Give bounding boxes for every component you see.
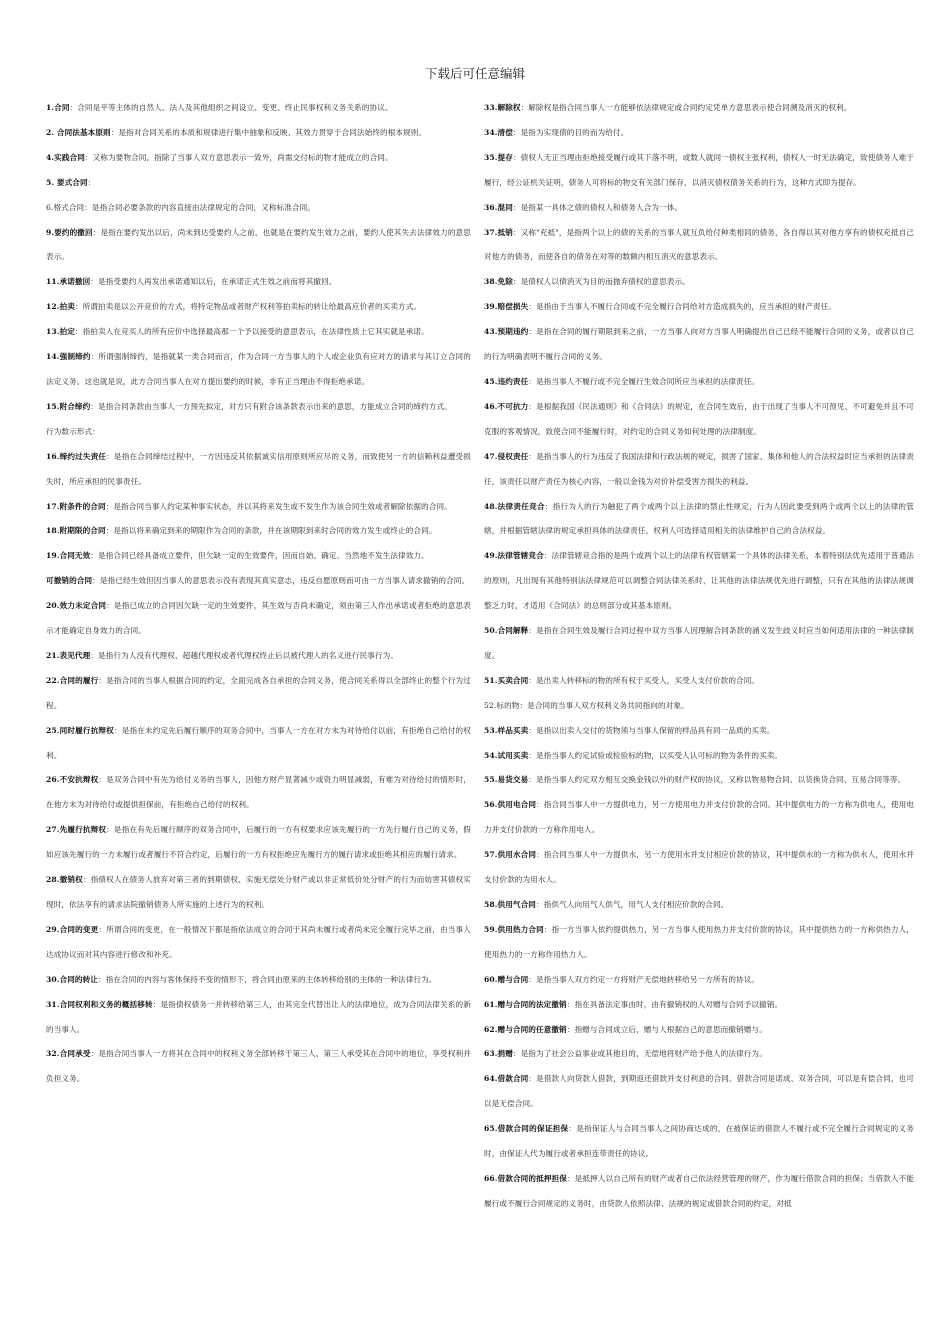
term-label: 34.清偿 [484, 127, 513, 137]
term-entry [46, 594, 471, 644]
term-entry [46, 495, 471, 520]
term-definition: ：指行为人的行为触犯了两个或两个以上法律的禁止性规定，行为人因此要受到两个或两个以上的法律的管辖，并根据管辖法律的规定承担具体的法律责任，权利人可选择适用相关的法律维护自己的合法权益。 [484, 501, 914, 536]
term-definition: ：是指合同当事人约定某种事实状态，并以其将来发生或不发生作为该合同生效或者解除依据的合同。 [105, 501, 452, 511]
term-label: 62.赠与合同的任意撤销 [484, 1024, 567, 1034]
term-definition: ：是指合同当事人一方将其在合同中的权利义务全部转移于第三人，第三人承受其在合同中的地位，享受权利并负担义务。 [46, 1049, 471, 1084]
term-entry [46, 719, 471, 769]
term-label: 48.法律责任竞合 [484, 501, 545, 511]
term-label: 30.合同的转让 [46, 974, 98, 984]
term-label: 20.效力未定合同 [46, 601, 107, 611]
term-definition: ：是出卖人转移标的物的所有权于买受人，买受人支付价款的合同。 [528, 675, 760, 685]
term-entry [484, 146, 914, 196]
term-definition: ：又称"充抵"，是指两个以上的债的关系的当事人就互负给付种类相同的债务，各自得以其对他方享有的债权充抵自己对他方的债务，而使各自的债务在对等的数额内相互消灭的意思表示。 [484, 227, 914, 262]
term-label: 46.不可抗力 [484, 401, 529, 411]
term-definition: ：是指对合同关系的本质和规律进行集中抽象和反映、其效力贯穿于合同法始终的根本规则。 [110, 127, 427, 137]
term-entry [46, 295, 471, 320]
term-label: 59.供用热力合同 [484, 924, 544, 934]
term-entry [46, 768, 471, 818]
term-entry [484, 96, 914, 121]
term-definition: ：是指当事人约定试验或检验标的物，以买受人认可标的物为条件的买卖。 [528, 750, 783, 760]
term-label: 28.撤销权 [46, 875, 83, 885]
term-label: 65.借款合同的保证担保 [484, 1124, 569, 1134]
term-definition: ：是指以出卖人交付的货物须与当事人保留的样品具有同一品质的买卖。 [528, 725, 775, 735]
term-definition: ：是指某一具体之债的债权人和债务人合为一体。 [512, 202, 683, 212]
term-entry [46, 1042, 471, 1092]
term-label: 25.同时履行抗辩权 [46, 725, 114, 735]
term-definition: ：是借款人向贷款人借款，到期返还借款并支付利息的合同。借款合同是诺成、双务合同，可以是有偿合同，也可以是无偿合同。 [484, 1074, 914, 1109]
term-label: 51.买卖合同 [484, 675, 529, 685]
term-definition: ：指拍卖人在竞买人的所有应价中选择最高那一个予以接受的意思表示，在法律性质上它其实就是承诺。 [74, 327, 429, 337]
term-label: 63.捐赠 [484, 1049, 513, 1059]
term-definition: 52.标的物：是合同的当事人双方权利义务共同指向的对象。 [484, 700, 689, 710]
term-entry [484, 495, 914, 545]
term-entry [46, 320, 471, 345]
term-entry [484, 544, 914, 619]
term-label: 9.要约的撤回 [46, 227, 93, 237]
term-entry [484, 121, 914, 146]
term-definition: ：是指在合同的履行期限到来之前，一方当事人向对方当事人明确提出自己已经不能履行合同的义务，或者以自己的行为明确表明不履行合同的义务。 [484, 327, 914, 362]
term-label: 60.赠与合同 [484, 974, 529, 984]
term-label: 13.拍定 [46, 327, 75, 337]
term-label: 26.不安抗辩权 [46, 775, 99, 785]
term-definition: ：指赠与合同成立后，赠与人根据自己的意思而撤销赠与。 [566, 1024, 767, 1034]
term-label: 22.合同的履行 [46, 675, 99, 685]
term-entry [484, 968, 914, 993]
term-entry [46, 270, 471, 295]
term-definition: ：是指在合同生效及履行合同过程中双方当事人因理解合同条款的涵义发生歧义时应当如何适用法律的一种法律制度。 [484, 626, 914, 660]
term-label: 36.混同 [484, 202, 513, 212]
term-label: 56.供用电合同 [484, 800, 537, 810]
term-label: 47.侵权责任 [484, 451, 529, 461]
term-definition: ：法律管辖竞合指的是两个或两个以上的法律有权管辖某一个具体的法律关系，本着特别法优先适用于普通法的原则，凡出现有其他特别法法律规范可以调整合同法律关系时，让其他的法律法规优先进行调整，只有在其他的法律法规调整乏力时，才适用《合同法》的总则部分或其基本原则。 [484, 551, 914, 611]
term-entry [484, 619, 914, 669]
term-definition: ：指在具备法定事由时，由有撤销权的人对赠与合同予以撤销。 [566, 999, 783, 1009]
term-label: 61.赠与合同的法定撤销 [484, 999, 567, 1009]
term-entry [484, 196, 914, 221]
term-entry [46, 395, 471, 420]
term-definition: 6.格式合同：是指合同必要条款的内容直接由法律规定的合同，又称标准合同。 [46, 202, 316, 212]
term-definition: ：债权人无正当理由拒绝接受履行或其下落不明，或数人就同一债权主张权利，债权人一时无法确定，致使债务人难于履行，经公证机关证明，债务人可将标的物交有关部门保存，以消灭债权债务关系的行为，这种方式即为提存。 [484, 152, 914, 187]
term-definition: ：合同是平等主体的自然人、法人及其他组织之间设立、变更、终止民事权利义务关系的协议。 [69, 103, 393, 112]
term-label: 33.解除权 [484, 103, 521, 112]
term-entry [46, 669, 471, 719]
term-entry [46, 968, 471, 993]
term-entry [484, 669, 914, 694]
term-definition: ：指在合同的内容与客体保持不变的情形下，将合同由原来的主体转移给别的主体的一种法律行为。 [97, 974, 437, 984]
term-definition: ：是指以将来确定到来的期限作为合同的条款，并在该期限到来时合同的效力发生或终止的合同。 [105, 526, 437, 536]
term-entry [46, 445, 471, 495]
term-label: 64.借款合同 [484, 1074, 529, 1084]
term-entry [46, 818, 471, 868]
term-definition: ：是指当事人的行为违反了我国法律和行政法规的规定，损害了国家、集体和他人的合法权益时应当承担的法律责任，该责任以财产责任为核心内容，一般以金钱为对价补偿受害方损失的利益。 [484, 451, 914, 486]
term-definition: ：是指保证人与合同当事人之间协商达成的，在被保证的借款人不履行或不完全履行合同规定的义务时，由保证人代为履行或者承担连带责任的协议。 [484, 1124, 914, 1159]
term-definition: ：是指当事人双方约定一方将财产无偿地转移给另一方所有的协议。 [528, 974, 760, 984]
term-entry [46, 519, 471, 544]
term-definition: ：是指当事人不履行或不完全履行生效合同所应当承担的法律责任。 [528, 376, 760, 386]
term-label: 19.合同无效 [46, 551, 91, 561]
term-definition: ：是指已成立的合同因欠缺一定的生效要件，其生效与否尚未确定，须由第三人作出承诺或者拒绝的意思表示才能确定自身效力的合同。 [46, 601, 471, 636]
term-definition: ：是指已经生效但因当事人的意思表示没有表现其真实意志，违反自愿原则而可由一方当事人请求撤销的合同。 [92, 576, 470, 586]
term-label: 35.提存 [484, 152, 513, 162]
term-definition: ：所谓强制缔约，是指就某一类合同而言，作为合同一方当事人的个人或企业负有应对方的请求与其订立合同的法定义务。这也就是说，此方合同当事人在对方提出要约的时候，非有正当理由不得拒绝承诺。 [46, 352, 471, 386]
term-definition: ：是双务合同中有先为给付义务的当事人，因他方财产显著减少或资力明显减弱，有难为对待给付的情形时，在他方未为对待给付或提供担保前，有拒绝自己给付的权利。 [46, 775, 471, 810]
term-definition: ：所谓合同的变更，在一般情况下都是指依法成立的合同于其尚未履行或者尚未完全履行完毕之前，由当事人达成协议而对其内容进行修改和补充。 [46, 924, 471, 959]
term-entry [46, 420, 471, 445]
term-definition: ：是指合同的当事人根据合同的约定，全面完成各自承担的合同义务，使合同关系得以全部终止的整个行为过程。 [46, 675, 471, 710]
term-label: 32.合同承受 [46, 1049, 91, 1059]
term-entry [46, 221, 471, 271]
term-entry [484, 445, 914, 495]
term-label: 27.先履行抗辩权 [46, 825, 107, 835]
term-entry [484, 744, 914, 769]
term-label: 11.承诺撤回 [46, 277, 91, 287]
term-entry [46, 146, 471, 171]
term-label: 21.表见代理 [46, 650, 91, 660]
term-definition: ：是指由于当事人不履行合同或不完全履行合同给对方造成损失的，应当承担的财产责任。 [528, 302, 837, 312]
term-entry [484, 1042, 914, 1067]
term-label: 14.强制缔约 [46, 352, 91, 362]
term-entry [484, 694, 914, 719]
term-label: 54.试用买卖 [484, 750, 529, 760]
term-label: 45.违约责任 [484, 376, 529, 386]
term-label: 12.拍卖 [46, 302, 75, 312]
term-entry [484, 295, 914, 320]
term-entry [46, 121, 471, 146]
term-entry [484, 395, 914, 445]
term-entry [46, 868, 471, 918]
term-label: 31.合同权利和义务的概括移转 [46, 999, 153, 1009]
term-definition: ：指合同当事人中一方提供电力，另一方使用电力并支付价款的合同。其中提供电力的一方称为供电人，使用电力并支付价款的一方称作用电人。 [484, 800, 914, 835]
term-label: 16.缔约过失责任 [46, 451, 107, 461]
term-entry [484, 270, 914, 295]
term-definition: ：指供气人向用气人供气，用气人支付相应价款的合同。 [535, 900, 729, 909]
term-entry [484, 768, 914, 793]
term-label: 53.样品买卖 [484, 725, 529, 735]
term-definition: ：是指在未约定先后履行顺序的双务合同中，当事人一方在对方未为对待给付以前，有拒绝自己给付的权利。 [46, 725, 471, 760]
term-entry [46, 993, 471, 1043]
term-label: 37.抵销 [484, 227, 513, 237]
term-definition: ：是指合同已经具备成立要件，但欠缺一定的生效要件，因而自始、确定、当然地不发生法律效力。 [90, 551, 429, 561]
term-label: 66.借款合同的抵押担保 [484, 1173, 567, 1183]
term-definition: ：所谓拍卖是以公开竞价的方式，将特定物品或者财产权利等拍卖标的转让给最高应价者的买卖方式。 [74, 302, 422, 312]
term-definition: ：是指在有先后履行顺序的双务合同中，后履行的一方有权要求应该先履行的一方先行履行自己的义务，假如应该先履行的一方未履行或者履行不符合约定，后履行的一方有权拒绝应先履行方的履行请求或拒绝其相应的履行请求。 [46, 825, 471, 860]
term-label: 43.预期违约 [484, 327, 529, 337]
term-definition: ：指债权人在债务人放弃对第三者的到期债权、实施无偿处分财产或以非正常低价处分财产的行为而妨害其债权实现时，依法享有的请求法院撤销债务人所实施的上述行为的权利。 [46, 875, 471, 909]
term-definition: ：是指为了社会公益事业或其他目的，无偿地将财产给予他人的法律行为。 [512, 1049, 767, 1059]
term-entry [484, 370, 914, 395]
term-label: 可撤销的合同 [46, 576, 93, 586]
term-definition: ：解除权是指合同当事人一方能够依法律规定或合同约定凭单方意思表示使合同溯及消灭的权利。 [520, 103, 852, 112]
term-definition: ：是指在合同缔结过程中，一方因违反其依据诚实信用原则所应尽的义务，而致使另一方的信赖利益遭受损失时，所应承担的民事责任。 [46, 451, 471, 486]
term-entry [46, 171, 471, 196]
term-entry [484, 1167, 914, 1217]
term-definition: ：是指在要约发出以后，尚未到达受要约人之前，也就是在要约发生效力之前，要约人使其失去法律效力的意思表示。 [46, 227, 471, 262]
term-entry [484, 1117, 914, 1167]
term-entry [484, 221, 914, 271]
term-definition: ：是指当事人约定双方相互交换金钱以外的财产权的协议，又称以物易物合同、以货换货合同、互易合同等等。 [528, 775, 906, 785]
term-definition: ：是指为实现债的目的而为给付。 [512, 127, 629, 137]
term-label: 29.合同的变更 [46, 924, 99, 934]
term-label: 17.附条件的合同 [46, 501, 106, 511]
term-label: 50.合同解释 [484, 626, 529, 636]
term-entry [484, 320, 914, 370]
term-entry [484, 1067, 914, 1117]
term-definition: ：指一方当事人依约提供热力，另一方当事人使用热力并支付价款的协议，其中提供热力的一方称供热力人，使用热力的一方称作用热力人。 [484, 924, 914, 959]
term-entry [46, 96, 471, 121]
page-title: 下载后可任意编辑 [424, 66, 525, 81]
term-definition: ： [87, 177, 96, 187]
term-entry [484, 793, 914, 843]
term-entry [46, 196, 471, 221]
term-label: 5. 要式合同 [46, 177, 88, 187]
term-label: 38.免除 [484, 277, 513, 287]
term-entry [46, 345, 471, 395]
term-entry [484, 843, 914, 893]
term-entry [484, 1018, 914, 1043]
term-definition: ：是指受要约人再发出承诺通知以后，在承诺正式生效之前而将其撤回。 [90, 277, 337, 287]
term-entry [46, 569, 471, 594]
term-definition: 行为数示形式： [46, 426, 100, 436]
term-entry [484, 918, 914, 968]
term-entry [46, 644, 471, 669]
term-definition: ：指合同当事人中一方提供水，另一方使用水并支付相应价款的协议，其中提供水的一方称为供水人，使用水并支付价款的为用水人。 [484, 850, 914, 885]
term-label: 2. 合同法基本原则 [46, 127, 111, 137]
term-entry [484, 719, 914, 744]
term-label: 58.供用气合同 [484, 900, 536, 909]
term-entry [484, 993, 914, 1018]
term-definition: ：又称为要物合同，指除了当事人双方意思表示一致外，尚需交付标的物才能成立的合同。 [84, 152, 393, 162]
term-label: 55.易货交易 [484, 775, 529, 785]
term-label: 4.实践合同 [46, 152, 85, 162]
term-definition: ：是根据我国《民法通则》和《合同法》的规定，在合同生效后，由于出现了当事人不可预见、不可避免并且不可克服的客观情况，致使合同不能履行时，对约定的合同义务如何处理的法律制度。 [484, 401, 914, 436]
term-label: 1.合同 [46, 103, 70, 112]
term-definition: ：是债权人以债消灭为目的而抛弃债权的意思表示。 [512, 277, 690, 287]
term-definition: ：是指合同条款由当事人一方预先拟定，对方只有附合该条款表示出来的意思，方能成立合同的缔约方式。 [90, 401, 452, 411]
term-entry [46, 918, 471, 968]
term-label: 15.附合缔约 [46, 401, 91, 411]
term-label: 49.法律管辖竞合 [484, 551, 544, 561]
term-definition: ：是指行为人没有代理权、超越代理权或者代理权终止后以被代理人的名义进行民事行为。 [90, 650, 399, 660]
right-column [484, 96, 914, 1217]
left-column [46, 96, 471, 1092]
term-definition: ：是抵押人以自己所有的财产或者自己依法经营管理的财产，作为履行借款合同的担保；当借款人不能履行或不履行合同规定的义务时，由贷款人依照法律、法规的规定或借款合同的约定，对抵 [484, 1173, 914, 1208]
term-label: 57.供用水合同 [484, 850, 537, 860]
term-entry [46, 544, 471, 569]
term-definition: ：是指债权债务一并转移给第三人，由其完全代替出让人的法律地位，成为合同法律关系的新的当事人。 [46, 999, 471, 1034]
term-label: 39.赔偿损失 [484, 302, 529, 312]
term-entry [484, 893, 914, 918]
term-label: 18.附期限的合同 [46, 526, 106, 536]
